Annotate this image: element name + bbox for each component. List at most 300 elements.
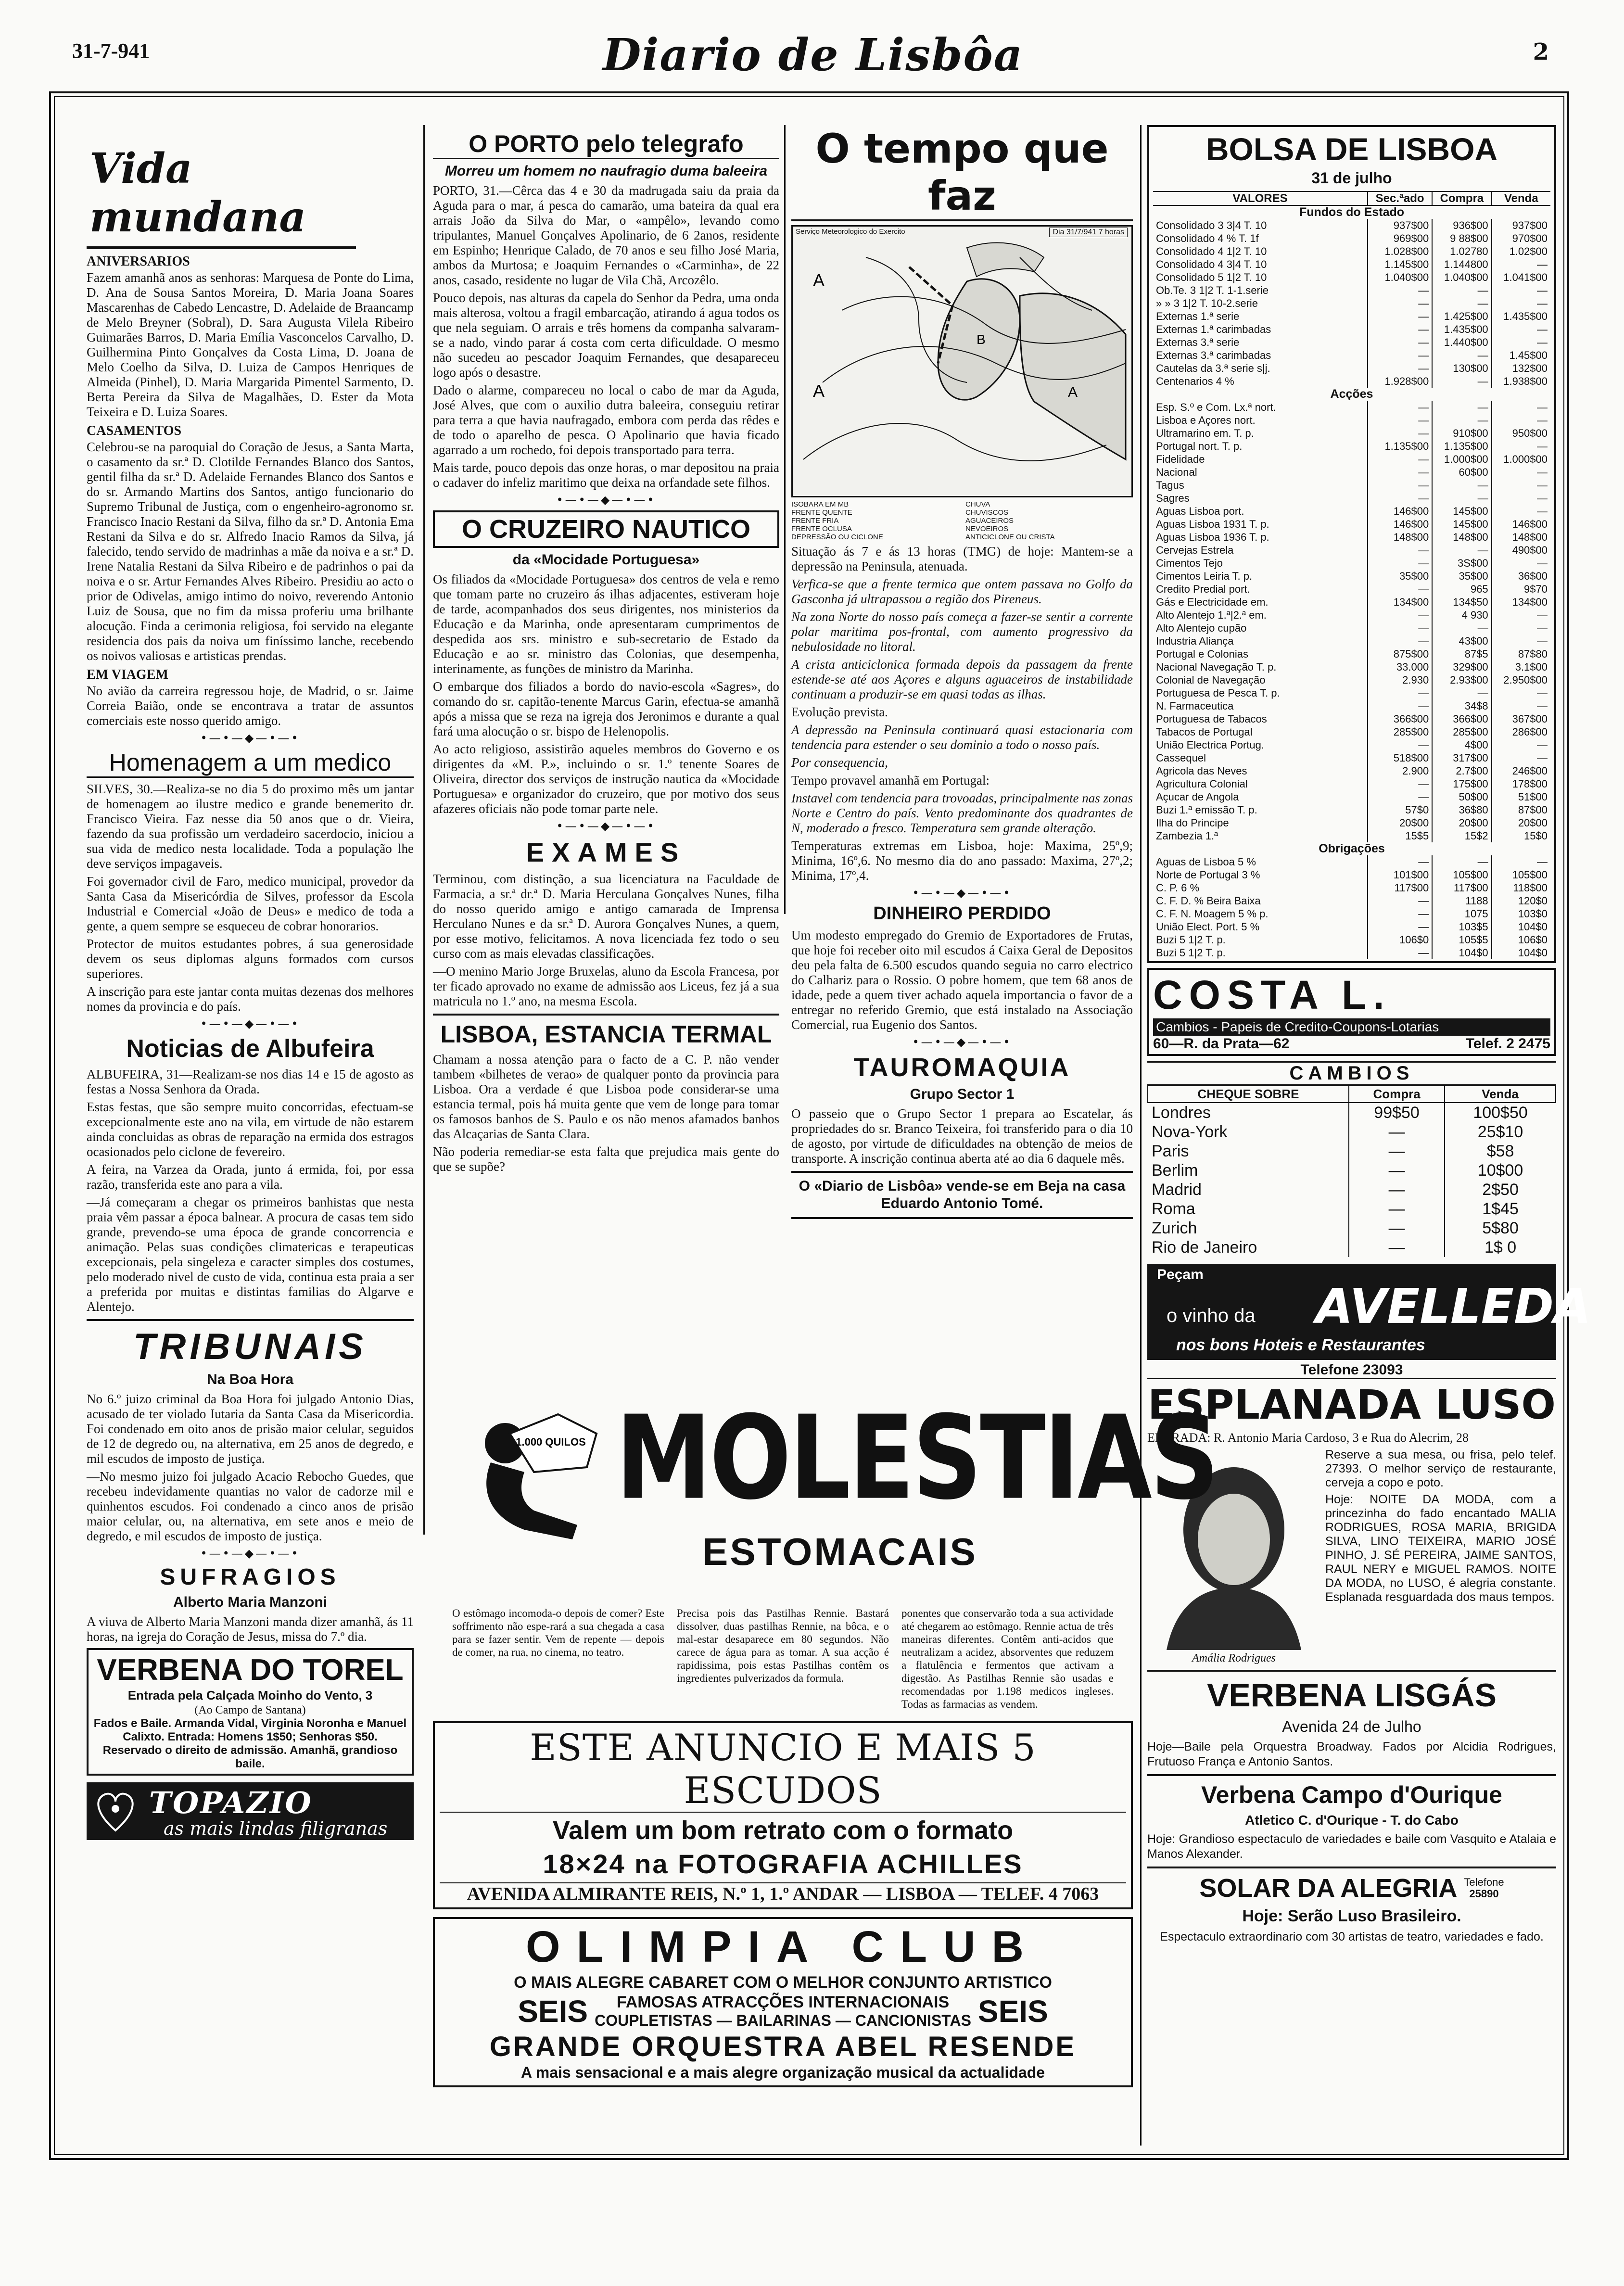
ornament-divider: •—•—◆—•—•: [556, 819, 656, 833]
stocks-cell: Consolidado 4 3|4 T. 10: [1156, 258, 1267, 270]
stocks-cell: —: [1368, 349, 1432, 362]
stocks-cell: —: [1492, 505, 1550, 518]
cambios-cell: —: [1349, 1142, 1445, 1161]
paragraph: Tempo provavel amanhã em Portugal:: [791, 773, 990, 787]
stocks-cell: 104$0: [1492, 946, 1550, 959]
stocks-cell: 285$00: [1432, 725, 1491, 738]
stocks-cell: 1.145$00: [1368, 258, 1432, 271]
stocks-cell: 15$5: [1368, 829, 1432, 842]
stocks-cell: Portuguesa de Pesca T. p.: [1156, 687, 1280, 699]
paragraph: O embarque dos filiados a bordo do navio-escola «Sagres», do comando do sr. capitão-tenente Marcus Garin, efectua-se amanhã após a missa que se reza na igreja dos Jeronimos e durante a qual fará uma alocução o sr. bispo de Helenopolis.: [433, 679, 779, 738]
stocks-cell: —: [1368, 920, 1432, 933]
stocks-cell: Credito Predial port.: [1156, 583, 1250, 595]
stocks-cell: 965: [1432, 583, 1491, 596]
stocks-cell: —: [1492, 635, 1550, 648]
paragraph: Os filiados da «Mocidade Portuguesa» dos centros de vela e remo que tomam parte no cruzeiro ás ilhas adjacentes, estiveram hoje de tarde, acompanhados dos seus dirigentes, nos ministerios da Educação e da Marinha, onde apresentaram cumprimentos de despedida aos srs. ministro e sub-secretario de Estado da Educação e ao sr. ministro das Colonias, que desempenha, interinamente, as funções de ministro da Marinha.: [433, 572, 779, 676]
masthead: [43, 29, 1583, 101]
stocks-cell: Aguas Lisboa 1931 T. p.: [1156, 518, 1269, 530]
column-rule: [784, 125, 786, 914]
homenagem-title: Homenagem a um medico: [87, 749, 414, 778]
stocks-cell: Cassequel: [1156, 752, 1206, 764]
solar-phone-label: Telefone: [1464, 1876, 1504, 1888]
stocks-row: [1153, 232, 1550, 245]
paragraph: ponentes que conservarão toda a sua actividade até chegarem ao estômago. Rennie actua de três maneiras diferentes. Contêm anti-acidos que neutralizam a acidez, absorventes que reduzem a flatulência e fermentos que activam a digestão. As Pastilhas Rennie são usadas e recomendadas por 1.198 medicos ingleses. Todas as farmacias as vendem.: [901, 1607, 1114, 1710]
stocks-row: [1153, 738, 1550, 751]
stocks-cell: 130$00: [1432, 362, 1491, 375]
ornament-divider: •—•—◆—•—•: [556, 493, 656, 507]
stocks-cell: —: [1368, 466, 1432, 479]
paragraph: —O menino Mario Jorge Bruxelas, aluno da Escola Francesa, por ter ficado aprovado no exame de admissão aos Liceus, fez já a sua matricula no 1.º ano, na mesma Escola.: [433, 964, 779, 1008]
stocks-cell: —: [1492, 557, 1550, 570]
stocks-cell: —: [1432, 297, 1491, 310]
stocks-cell: Aguas Lisboa port.: [1156, 505, 1244, 517]
stocks-cell: —: [1368, 492, 1432, 505]
ad-olimpia: [433, 1917, 1133, 2087]
cambios-cell: Zurich: [1152, 1219, 1197, 1237]
stocks-cell: 490$00: [1492, 544, 1550, 557]
isobar-map-graphic: [794, 238, 1130, 493]
stocks-cell: 87$5: [1432, 648, 1491, 660]
stocks-cell: Aguas de Lisboa 5 %: [1156, 856, 1256, 868]
stocks-cell: 317$00: [1432, 751, 1491, 764]
stocks-cell: —: [1432, 479, 1491, 492]
stocks-row: [1153, 544, 1550, 557]
stocks-cell: 101$00: [1368, 868, 1432, 881]
col-header: Compra: [1349, 1086, 1445, 1103]
stocks-cell: 2.950$00: [1492, 673, 1550, 686]
paragraph: A crista anticiclonica formada depois da passagem da frente estende-se até aos Açores e alguns aguaceiros de instabilidade continuam a produzir-se em quasi todas as ilhas.: [791, 657, 1133, 701]
stocks-cell: —: [1368, 453, 1432, 466]
stocks-cell: —: [1492, 492, 1550, 505]
stocks-cell: Portugal nort. T. p.: [1156, 440, 1243, 452]
stocks-row: [1153, 648, 1550, 660]
stocks-cell: 35$00: [1432, 570, 1491, 583]
tauromaquia-subtitle: Grupo Sector 1: [910, 1086, 1015, 1102]
stocks-cell: Ilha do Principe: [1156, 817, 1229, 829]
stocks-cell: —: [1368, 544, 1432, 557]
stocks-row: [1153, 712, 1550, 725]
stocks-cell: —: [1368, 622, 1432, 635]
stocks-cell: Açucar de Angola: [1156, 791, 1239, 803]
stocks-row: [1153, 427, 1550, 440]
olimpia-attractions: [440, 1993, 1126, 2030]
stocks-cell: 148$00: [1368, 531, 1432, 544]
stocks-cell: —: [1492, 738, 1550, 751]
col-header: Compra: [1432, 191, 1491, 205]
stocks-row: [1153, 881, 1550, 894]
stocks-cell: Ob.Te. 3 1|2 T. 1-1.serie: [1156, 284, 1269, 296]
stocks-cell: 1.135$00: [1432, 440, 1491, 453]
stocks-group-row: [1153, 842, 1550, 855]
legend-item: ANTICICLONE OU CRISTA: [965, 533, 1055, 541]
ad-verbena-torel: [87, 1648, 414, 1776]
stocks-cell: —: [1368, 401, 1432, 414]
stocks-row: [1153, 907, 1550, 920]
stocks-cell: —: [1368, 946, 1432, 959]
weather-map: [791, 225, 1133, 497]
stocks-cell: 1.440$00: [1432, 336, 1491, 349]
torel-line: Entrada pela Calçada Moinho do Vento, 3: [127, 1688, 373, 1702]
olimpia-seis: SEIS: [518, 1994, 588, 2029]
stocks-group-row: [1153, 205, 1550, 219]
cambios-cell: 2$50: [1445, 1180, 1556, 1199]
svg-text:A: A: [813, 270, 825, 290]
paragraph: Reserve a sua mesa, ou frisa, pelo telef. 27393. O melhor serviço de restaurante, cerveja a copo e poto.: [1325, 1448, 1556, 1489]
stocks-cell: Portugal e Colonias: [1156, 648, 1249, 660]
vida-mundana-title: Vida mundana: [89, 144, 306, 241]
stocks-cell: —: [1432, 349, 1491, 362]
stocks-cell: 366$00: [1368, 712, 1432, 725]
stocks-row: [1153, 518, 1550, 531]
venda-notice: O «Diario de Lisbôa» vende-se em Beja na casa Eduardo Antonio Tomé.: [799, 1178, 1126, 1211]
paragraph: —Já começaram a chegar os primeiros banhistas que nesta praia vêm passar a época balnear. A procura de casas tem sido grande, prevendo-se uma época de grande concorrencia e animação. Pelas suas condições climatericas e terapeuticas excepcionais, pela singeleza e caracter simples dos costumes, pelo moderado nivel de custo de vida, continua esta praia a ser a preferida por muitas e distintas familias do Algarve e Alentejo.: [87, 1195, 414, 1314]
stocks-cell: 2.930: [1368, 673, 1432, 686]
estancia-title: LISBOA, ESTANCIA TERMAL: [440, 1021, 772, 1048]
stocks-cell: 134$00: [1368, 596, 1432, 609]
stocks-group-label: Obrigações: [1319, 842, 1385, 855]
stocks-cell: 367$00: [1492, 712, 1550, 725]
stocks-cell: 57$0: [1368, 803, 1432, 816]
sufragios-subtitle: Alberto Maria Manzoni: [173, 1594, 328, 1610]
stocks-cell: —: [1492, 401, 1550, 414]
stocks-cell: 1.135$00: [1368, 440, 1432, 453]
paragraph: Não poderia remediar-se esta falta que prejudica mais gente do que se supõe?: [433, 1144, 779, 1174]
stocks-cell: —: [1432, 414, 1491, 427]
stocks-cell: 60$00: [1432, 466, 1491, 479]
stocks-row: [1153, 401, 1550, 414]
albufeira-title: Noticias de Albufeira: [126, 1035, 374, 1063]
torel-line: (Ao Campo de Santana): [194, 1704, 306, 1716]
paragraph: Hoje: Grandioso espectaculo de variedades e baile com Vasquito e Atalaia e Manos Alexander.: [1147, 1832, 1556, 1861]
tauromaquia-title: TAUROMAQUIA: [853, 1053, 1071, 1082]
stocks-cell: —: [1492, 323, 1550, 336]
paragraph: Um modesto empregado do Gremio de Exportadores de Frutas, que hoje foi receber oito mil escudos á Caixa Geral de Depositos deu pela falta de 6.500 escudos quando seguia no carro electrico do Calhariz para o Rossio. O pobre homem, que tem 68 anos de idade, pede a quem tiver achado aquela importancia o favor de a entregar no referido Gremio, que está instalado na Associação Comercial, rua Eugenio dos Santos.: [791, 928, 1133, 1032]
stocks-cell: 286$00: [1492, 725, 1550, 738]
stocks-cell: —: [1432, 622, 1491, 635]
legend-item: ISOBARA EM MB: [791, 500, 849, 508]
stocks-group-label: Fundos do Estado: [1299, 205, 1405, 219]
costa-brand: COSTA L.: [1153, 972, 1391, 1017]
paragraph: Terminou, com distinção, a sua licenciatura na Faculdade de Farmacia, a sr.ª dr.ª D. Maria Herculana Gonçalves Nunes, filha do nosso querido amigo e antigo camarada de Imprensa Herculano Nunes e da sr.ª D. Aurora Gonçalves Nunes, a quem, por esse motivo, felicitamos. A nova licenciada fez todo o seu curso com as mais elevadas classificações.: [433, 872, 779, 961]
stocks-cell: Industria Aliança: [1156, 635, 1234, 647]
col-header: CHEQUE SOBRE: [1148, 1086, 1349, 1103]
stocks-cell: Gás e Electricidade em.: [1156, 596, 1269, 608]
stocks-cell: 20$00: [1492, 816, 1550, 829]
stocks-cell: 134$50: [1432, 596, 1491, 609]
achilles-address: AVENIDA ALMIRANTE REIS, N.º 1, 1.º ANDAR — LISBOA — TELEF. 4 7063: [440, 1882, 1126, 1905]
stocks-cell: —: [1368, 362, 1432, 375]
stocks-cell: Externas 3.ª serie: [1156, 336, 1240, 348]
stocks-cell: 9 88$00: [1432, 232, 1491, 245]
cambios-cell: 99$50: [1349, 1103, 1445, 1122]
stocks-cell: —: [1492, 414, 1550, 427]
stocks-row: [1153, 219, 1550, 232]
stocks-row: [1153, 829, 1550, 842]
paragraph: Situação ás 7 e ás 13 horas (TMG) de hoje: Mantem-se a depressão na Peninsula, atenuada.: [791, 544, 1133, 573]
col-header: Venda: [1445, 1086, 1556, 1103]
stocks-cell: Norte de Portugal 3 %: [1156, 869, 1260, 881]
stocks-row: [1153, 699, 1550, 712]
paragraph: Precisa pois das Pastilhas Rennie. Bastará dissolver, duas pastilhas Rennie, na bôca, e o mal-estar desaparece em 80 segundos. Não carece de água para as tomar. A sua acção é rapidissima, pois estas Pastilhas contêm os ingredientes pulverizados da formula.: [677, 1607, 889, 1684]
stocks-cell: —: [1492, 297, 1550, 310]
column-4: [1147, 125, 1591, 2146]
stocks-cell: 246$00: [1492, 764, 1550, 777]
stocks-cell: C. P. 6 %: [1156, 882, 1200, 894]
stocks-cell: 35$00: [1368, 570, 1432, 583]
stocks-table: [1153, 191, 1550, 959]
cambios-table: [1147, 1085, 1556, 1257]
stocks-cell: Fidelidade: [1156, 453, 1205, 465]
stocks-cell: —: [1432, 855, 1491, 868]
stocks-cell: 285$00: [1368, 725, 1432, 738]
stocks-row: [1153, 570, 1550, 583]
stocks-row: [1153, 492, 1550, 505]
legend-item: FRENTE QUENTE: [791, 508, 852, 517]
stocks-cell: 145$00: [1432, 518, 1491, 531]
cambios-cell: Nova-York: [1152, 1123, 1228, 1141]
stocks-row: [1153, 323, 1550, 336]
stocks-cell: 15$0: [1492, 829, 1550, 842]
stocks-cell: —: [1368, 323, 1432, 336]
stocks-cell: 1.040$00: [1432, 271, 1491, 284]
stocks-cell: 1.425$00: [1432, 310, 1491, 323]
dinheiro-title: DINHEIRO PERDIDO: [873, 903, 1051, 924]
sufragios-title: SUFRAGIOS: [160, 1564, 341, 1590]
paragraph: Fazem amanhã anos as senhoras: Marquesa de Ponte do Lima, D. Ana de Sousa Santos Moreira, D. Maria Joana Soares Mascarenhas de Cabedo Lencastre, D. Adelaide de Braancamp de Melo Breyner (Sobral), D. Sara Augusta Vilela Ribeiro Guimarães Barros, D. Maria Emília Vasconcelos Carvalho, D. Guilhermina Pinto Gonçalves da Costa Lima, D. Joana de Melo Coelho da Silva, D. Luiza de Campos Henriques de Almeida (Pinhel), D. Maria Margarida Pimentel Sarmento, D. Berta Pereira da Silva de Magalhães, D. Ester da Mota Teixeira e D. Luiza Soares.: [87, 270, 414, 419]
stocks-row: [1153, 660, 1550, 673]
stocks-cell: —: [1368, 777, 1432, 790]
stocks-cell: 1075: [1432, 907, 1491, 920]
stocks-row: [1153, 466, 1550, 479]
stocks-cell: N. Farmaceutica: [1156, 700, 1234, 712]
olimpia-attraction-lines: [595, 1993, 971, 2030]
column-rule: [423, 125, 425, 1535]
tempo-title: O tempo que faz: [791, 125, 1133, 221]
bolsa-date: 31 de julho: [1311, 169, 1392, 187]
photo-caption: Amália Rodrigues: [1192, 1652, 1276, 1664]
stocks-cell: —: [1432, 375, 1491, 388]
map-date: Dia 31/7/941 7 horas: [1049, 228, 1128, 237]
stocks-cell: 950$00: [1492, 427, 1550, 440]
stocks-cell: 1.02780: [1432, 245, 1491, 258]
cambios-cell: Madrid: [1152, 1181, 1202, 1199]
section-subhead: EM VIAGEM: [87, 667, 168, 682]
cruzeiro-title: O CRUZEIRO NAUTICO: [433, 510, 779, 548]
weight-badge-text: 1.000 QUILOS: [516, 1436, 586, 1448]
paragraph: Hoje: NOITE DA MODA, com a princezinha do fado encantado MALIA RODRIGUES, ROSA MARIA, BRIGIDA SILVA, LINO TEIXEIRA, MARIO JOSÉ PINHO, J. SÉ PEREIRA, JAIME SANTOS, RAUL NERY e MIGUEL RAMOS. NOITE DA MODA, no LUSO, é alegria constante. Esplanada resguardada dos maus tempos.: [1325, 1493, 1556, 1604]
ad-avelleda: [1147, 1264, 1591, 1360]
stocks-cell: 15$2: [1432, 829, 1491, 842]
stocks-cell: —: [1492, 258, 1550, 271]
stocks-cell: 4$00: [1432, 738, 1491, 751]
stocks-cell: Externas 3.ª carimbadas: [1156, 349, 1271, 361]
stocks-cell: 937$00: [1368, 219, 1432, 232]
divider: [1147, 1670, 1556, 1672]
stocks-row: [1153, 375, 1550, 388]
stocks-group-row: [1153, 388, 1550, 401]
ad-topazio: [87, 1782, 414, 1840]
stocks-cell: 87$80: [1492, 648, 1550, 660]
stocks-cell: 1.000$00: [1492, 453, 1550, 466]
issue-date: 31-7-941: [72, 39, 150, 63]
map-header: Serviço Meteorologico do Exercito: [796, 228, 905, 236]
cambios-row: [1148, 1122, 1556, 1142]
costa-address: 60—R. da Prata—62: [1153, 1036, 1290, 1052]
stocks-cell: 1.435$00: [1492, 310, 1550, 323]
stocks-cell: Agricola das Neves: [1156, 765, 1247, 777]
cambios-row: [1148, 1199, 1556, 1219]
cambios-title: CAMBIOS: [1147, 1061, 1556, 1085]
porto-title: O PORTO pelo telegrafo: [433, 130, 779, 159]
stocks-cell: —: [1368, 284, 1432, 297]
stocks-cell: 36$00: [1492, 570, 1550, 583]
stocks-cell: —: [1368, 635, 1432, 648]
paragraph: A viuva de Alberto Maria Manzoni manda dizer amanhã, ás 11 horas, na igreja do Coração de Jesus, missa do 7.º dia.: [87, 1614, 414, 1644]
column-1: [87, 125, 414, 2117]
stocks-cell: 87$00: [1492, 803, 1550, 816]
stocks-cell: 1188: [1432, 894, 1491, 907]
stocks-cell: 1.000$00: [1432, 453, 1491, 466]
stocks-cell: —: [1432, 284, 1491, 297]
stocks-cell: Cautelas da 3.ª serie s|j.: [1156, 362, 1270, 374]
paragraph: Espectaculo extraordinario com 30 artistas de teatro, variedades e fado.: [1160, 1930, 1544, 1943]
stocks-cell: 937$00: [1492, 219, 1550, 232]
paragraph: Instavel com tendencia para trovoadas, principalmente nas zonas Norte e Centro do país. Vento predominante dos quadrantes de N, moderado a fresco. Temperatura sem grande alteração.: [791, 791, 1133, 835]
stocks-cell: 1.938$00: [1492, 375, 1550, 388]
stocks-row: [1153, 686, 1550, 699]
olimpia-line: A mais sensacional e a mais alegre organização musical da actualidade: [520, 2064, 1045, 2081]
stocks-cell: 43$00: [1432, 635, 1491, 648]
stocks-cell: —: [1368, 427, 1432, 440]
stocks-cell: 105$00: [1492, 868, 1550, 881]
stocks-cell: 1.45$00: [1492, 349, 1550, 362]
stocks-cell: 3S$00: [1432, 557, 1491, 570]
paragraph: A feira, na Varzea da Orada, junto á ermida, foi, por essa razão, transferida este ano para a vila.: [87, 1162, 414, 1192]
stocks-row: [1153, 297, 1550, 310]
stocks-cell: —: [1432, 544, 1491, 557]
col-header: VALORES: [1153, 191, 1368, 205]
stocks-cell: Cimentos Tejo: [1156, 557, 1223, 569]
paragraph: Mais tarde, pouco depois das onze horas, o mar depositou na praia o cadaver do infeliz maritimo que deixa na orfandade sete filhos.: [433, 460, 779, 490]
stocks-row: [1153, 933, 1550, 946]
ad-costa: [1147, 968, 1556, 1056]
stocks-cell: —: [1368, 583, 1432, 596]
stocks-row: [1153, 453, 1550, 466]
stocks-cell: 146$00: [1368, 505, 1432, 518]
olimpia-orchestra: GRANDE ORQUESTRA ABEL RESENDE: [489, 2031, 1077, 2062]
stocks-cell: União Elect. Port. 5 %: [1156, 921, 1260, 933]
cambios-cell: Paris: [1152, 1142, 1189, 1160]
stocks-row: [1153, 505, 1550, 518]
stocks-row: [1153, 725, 1550, 738]
stocks-cell: 51$00: [1492, 790, 1550, 803]
svg-text:B: B: [977, 332, 986, 347]
ornament-divider: •—•—◆—•—•: [912, 886, 1012, 900]
stocks-cell: 1.928$00: [1368, 375, 1432, 388]
stocks-row: [1153, 946, 1550, 959]
stocks-row: [1153, 479, 1550, 492]
stocks-cell: Buzi 5 1|2 T. p.: [1156, 934, 1226, 946]
stocks-cell: 366$00: [1432, 712, 1491, 725]
legend-item: CHUVA: [965, 500, 990, 508]
paragraph: ALBUFEIRA, 31—Realizam-se nos dias 14 e 15 de agosto as festas a Nossa Senhora da Orada.: [87, 1067, 414, 1096]
stocks-row: [1153, 310, 1550, 323]
paragraph: ENTRADA: R. Antonio Maria Cardoso, 3 e Rua do Alecrim, 28: [1147, 1431, 1469, 1445]
luso-title: ESPLANADA LUSO: [1148, 1381, 1556, 1428]
luso-text: [1325, 1448, 1556, 1665]
stocks-cell: Tabacos de Portugal: [1156, 726, 1253, 738]
stocks-cell: —: [1368, 790, 1432, 803]
stocks-cell: 104$0: [1432, 946, 1491, 959]
divider: [791, 1217, 1133, 1219]
olimpia-seis: SEIS: [977, 1994, 1048, 2029]
cambios-cell: 1$ 0: [1445, 1238, 1556, 1257]
stocks-cell: 134$00: [1492, 596, 1550, 609]
cambios-cell: 1$45: [1445, 1199, 1556, 1219]
stocks-row: [1153, 336, 1550, 349]
stocks-row: [1153, 362, 1550, 375]
column-rule: [1140, 125, 1142, 2146]
stocks-cell: Externas 1.ª carimbadas: [1156, 323, 1271, 335]
paragraph: No avião da carreira regressou hoje, de Madrid, o sr. Jaime Correia Baião, onde se encontrava a tratar de assuntos comerciais este nosso querido amigo.: [87, 684, 414, 728]
stocks-cell: —: [1368, 414, 1432, 427]
stocks-cell: —: [1492, 284, 1550, 297]
stocks-cell: Buzi 1.ª emissão T. p.: [1156, 804, 1257, 816]
legend-item: NEVOEIROS: [965, 525, 1009, 533]
cambios-cell: —: [1349, 1122, 1445, 1142]
stocks-cell: Tagus: [1156, 479, 1184, 491]
cambios-cell: 10$00: [1445, 1161, 1556, 1180]
cambios-body: [1148, 1103, 1556, 1257]
ourique-subtitle: Atletico C. d'Ourique - T. do Cabo: [1245, 1813, 1459, 1828]
stocks-cell: 105$00: [1432, 868, 1491, 881]
solar-title: SOLAR DA ALEGRIA: [1199, 1874, 1458, 1903]
cambios-cell: —: [1349, 1199, 1445, 1219]
stocks-cell: Consolidado 4 % T. 1f: [1156, 232, 1259, 244]
svg-text:A: A: [813, 381, 825, 401]
stocks-cell: 875$00: [1368, 648, 1432, 660]
ad-achilles: [433, 1721, 1133, 1909]
stocks-cell: —: [1432, 401, 1491, 414]
divider: [87, 246, 356, 249]
stocks-cell: 1.144800: [1432, 258, 1491, 271]
stocks-cell: —: [1368, 609, 1432, 622]
porto-subtitle: Morreu um homem no naufragio duma baleeira: [444, 163, 768, 179]
stocks-cell: 175$00: [1432, 777, 1491, 790]
section-subhead: ANIVERSARIOS: [87, 254, 190, 269]
stocks-row: [1153, 673, 1550, 686]
stocks-cell: 103$0: [1492, 907, 1550, 920]
cambios-cell: 25$10: [1445, 1122, 1556, 1142]
avelleda-line: nos bons Hoteis e Restaurantes: [1176, 1336, 1425, 1354]
stocks-cell: Nacional: [1156, 466, 1197, 478]
stocks-cell: 4 930: [1432, 609, 1491, 622]
stocks-cell: 34$8: [1432, 699, 1491, 712]
stocks-cell: Lisboa e Açores nort.: [1156, 414, 1256, 426]
stocks-row: [1153, 245, 1550, 258]
luso-phone: Telefone 23093: [1147, 1362, 1556, 1379]
stocks-cell: —: [1368, 336, 1432, 349]
stocks-cell: 20$00: [1368, 816, 1432, 829]
stocks-cell: 1.435$00: [1432, 323, 1491, 336]
achilles-line: 18×24 na FOTOGRAFIA ACHILLES: [543, 1849, 1023, 1879]
legend-item: FRENTE FRIA: [791, 517, 839, 525]
stocks-cell: Alto Alentejo 1.ª|2.ª em.: [1156, 609, 1267, 621]
paragraph: —No mesmo juizo foi julgado Acacio Rebocho Guedes, que recebeu indevidamente quantias no valor de cadorze mil e quinhentos escudos. Foi condenado a cinco anos de prisão maior celular, ou, na alternativa, em sete anos e meio de degredo, e mil escudos de imposto de justiça.: [87, 1469, 414, 1543]
stocks-cell: —: [1368, 738, 1432, 751]
lisgas-subtitle: Avenida 24 de Julho: [1282, 1718, 1421, 1735]
section-subhead: CASAMENTOS: [87, 423, 182, 438]
